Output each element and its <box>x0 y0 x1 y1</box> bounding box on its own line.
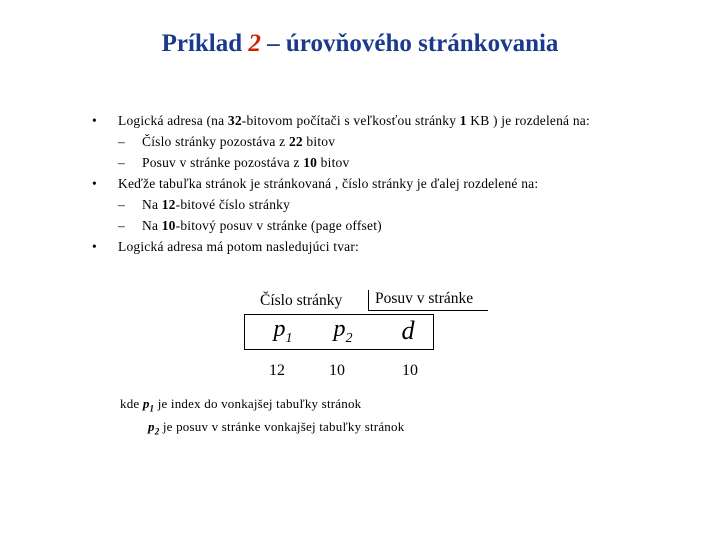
bits-p1: 12 <box>269 362 285 379</box>
bullet-text: -bitovom počítači s veľkosťou stránky <box>241 113 460 128</box>
field-p2 <box>318 316 368 347</box>
note-sub: 2 <box>154 426 160 437</box>
page-number-header: Číslo stránky <box>260 292 343 309</box>
bold-value: 12 <box>161 197 176 212</box>
sub-text: Posuv v stránke pozostáva z <box>142 155 304 170</box>
title-separator: – <box>267 30 280 57</box>
sub-text: bitov <box>302 134 336 149</box>
sub-text: Číslo stránky pozostáva z <box>142 134 289 149</box>
field-p1 <box>258 316 308 347</box>
bold-value: 10 <box>161 218 176 233</box>
bits-p2: 10 <box>329 362 345 379</box>
note-line-p1 <box>120 395 404 418</box>
bullet-text: Keďže tabuľka stránok je stránkovaná , číslo stránky je ďalej rozdelené na: <box>118 176 539 191</box>
title-prefix: Príklad <box>161 30 243 57</box>
note-p: p <box>142 396 150 411</box>
note-symbol <box>148 418 160 437</box>
sub-item <box>92 215 652 236</box>
bullet-marker: • <box>92 239 97 254</box>
legend-note <box>120 395 404 440</box>
field-symbol: d <box>401 316 415 345</box>
bullet-list <box>92 110 652 257</box>
sub-text: Na <box>142 218 162 233</box>
field-subscript: 2 <box>345 330 353 346</box>
bullet-text: Logická adresa má potom nasledujúci tvar: <box>118 239 359 254</box>
bold-value: 22 <box>288 134 303 149</box>
bullet-item <box>92 173 652 194</box>
sub-item <box>92 194 652 215</box>
note-text: je posuv v stránke vonkajšej tabuľky stránok <box>162 418 405 434</box>
field-d <box>383 316 433 346</box>
bullet-marker: • <box>92 113 97 128</box>
field-subscript: 1 <box>285 330 293 346</box>
note-lead: kde <box>120 396 140 411</box>
bold-value: 10 <box>303 155 318 170</box>
title-suffix: úrovňového stránkovania <box>285 30 559 57</box>
field-symbol: p <box>333 316 346 342</box>
slide-title <box>0 30 720 58</box>
sub-text: Na <box>142 197 162 212</box>
bullet-text: KB ) je rozdelená na: <box>466 113 590 128</box>
bullet-marker: • <box>92 176 97 191</box>
bullet-text: Logická adresa (na <box>118 113 228 128</box>
bold-value: 1 <box>459 113 467 128</box>
sub-text: -bitové číslo stránky <box>175 197 291 212</box>
sub-item <box>92 131 652 152</box>
bold-value: 32 <box>227 113 242 128</box>
note-line-p2 <box>120 418 404 441</box>
bullet-item <box>92 110 652 131</box>
offset-header: Posuv v stránke <box>375 290 474 307</box>
sub-text: bitov <box>317 155 350 170</box>
sub-marker: – <box>118 197 125 212</box>
sub-text: -bitový posuv v stránke (page offset) <box>175 218 382 233</box>
header-underline <box>368 310 488 311</box>
sub-marker: – <box>118 155 125 170</box>
sub-marker: – <box>118 218 125 233</box>
title-number: 2 <box>248 30 261 57</box>
note-symbol <box>142 396 155 414</box>
bits-d: 10 <box>402 362 418 379</box>
sub-marker: – <box>118 134 125 149</box>
bullet-item <box>92 236 652 257</box>
note-p: p <box>148 418 155 434</box>
note-text: je index do vonkajšej tabuľky stránok <box>157 396 362 411</box>
note-sub: 1 <box>149 403 155 414</box>
field-symbol: p <box>273 316 286 342</box>
sub-item <box>92 152 652 173</box>
header-divider <box>368 290 369 311</box>
